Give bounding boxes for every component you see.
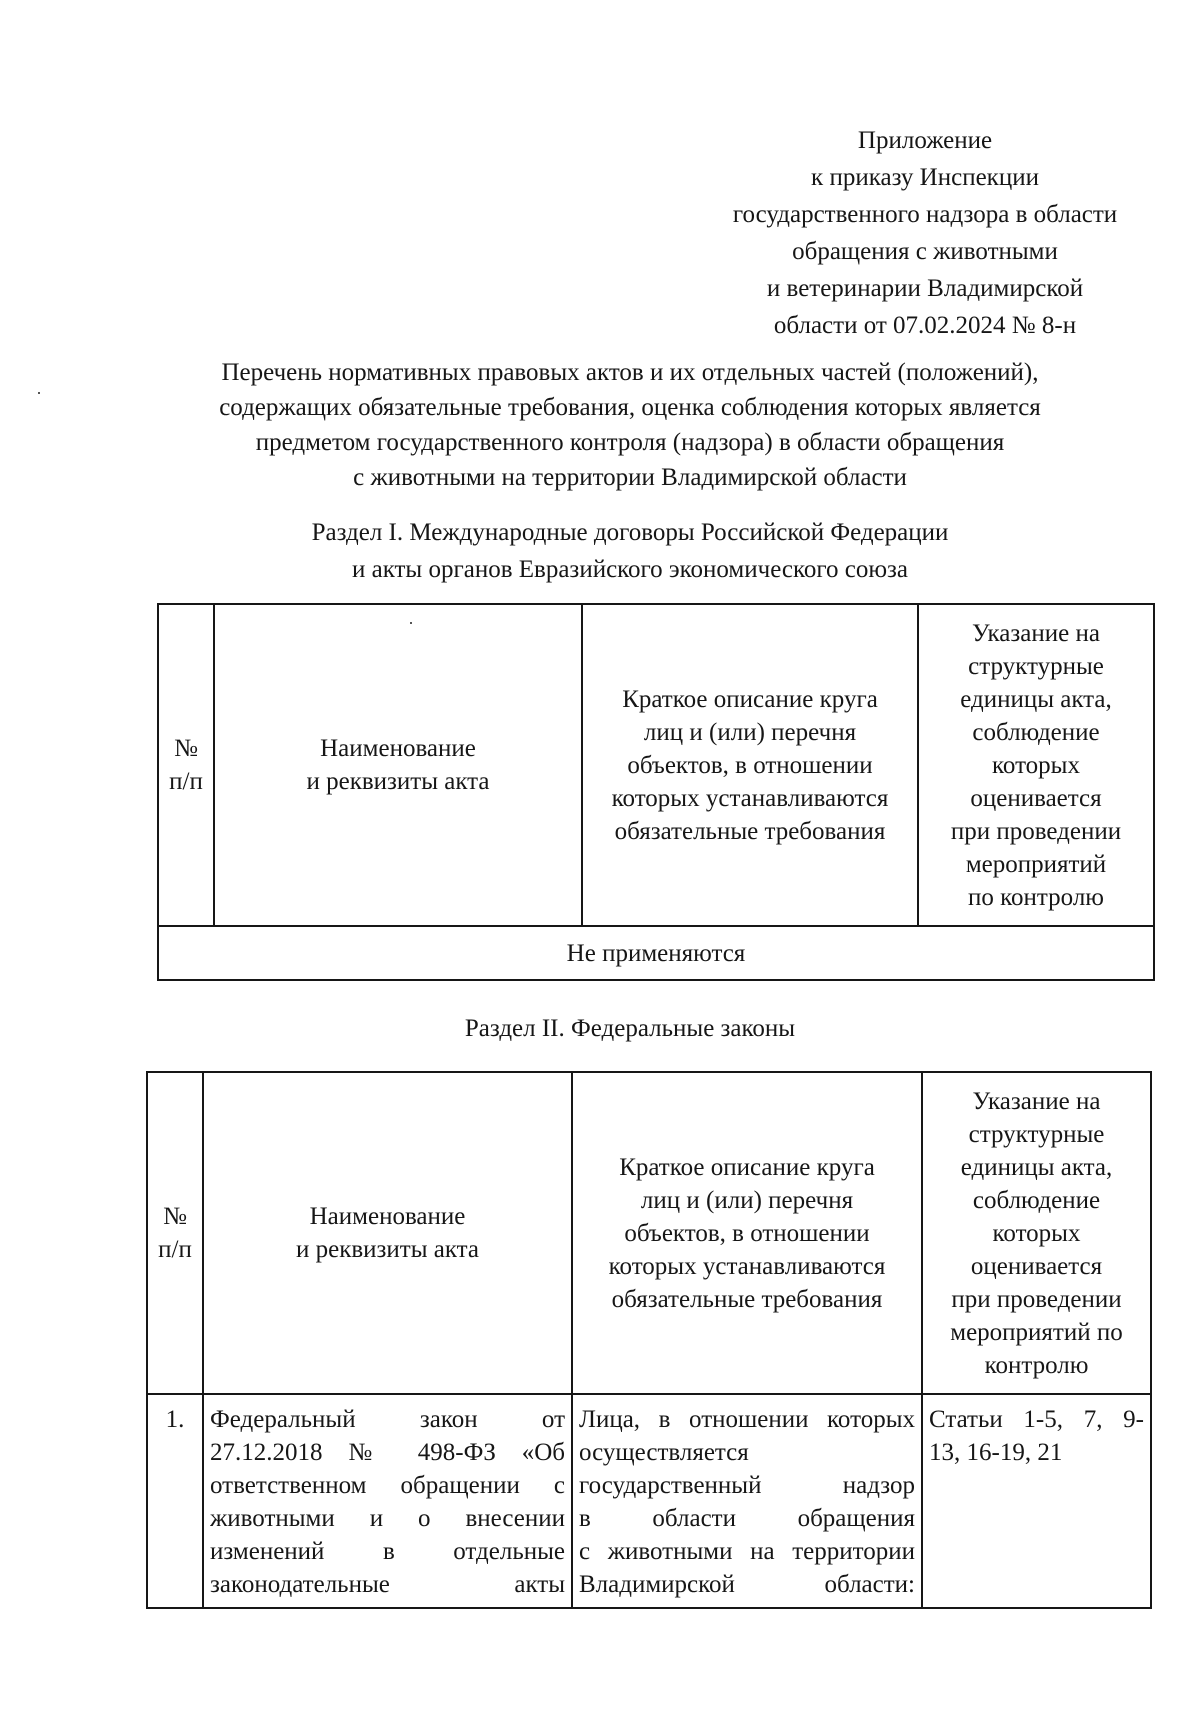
header-name: Наименование и реквизиты акта [214, 604, 582, 926]
section-1-table [157, 603, 1155, 981]
appendix-line: и ветеринарии Владимирской [766, 275, 1084, 302]
appendix-block [690, 122, 1160, 344]
title-line: Перечень нормативных правовых актов и их отдельных частей (положений), [221, 359, 1039, 386]
table-header-row [147, 1072, 1151, 1394]
appendix-line: области от 07.02.2024 № 8-н [773, 312, 1077, 339]
title-line: содержащих обязательные требования, оценка соблюдения которых является [219, 394, 1041, 421]
section-heading-line: и акты органов Евразийского экономического союза [351, 556, 909, 583]
title-line: с животными на территории Владимирской области [353, 464, 907, 491]
header-structural-units: Указание на структурные единицы акта, соблюдение которых оценивается при проведении мероприятий по контролю [922, 1072, 1151, 1394]
table-row [158, 926, 1154, 980]
header-name: Наименование и реквизиты акта [203, 1072, 572, 1394]
act-description: Лица, в отношении которых осуществляется государственный надзор в области обращения с животными на территории Владимирской области: [572, 1394, 922, 1608]
table-header-row [158, 604, 1154, 926]
section-2-heading [130, 1010, 1130, 1047]
document-title [130, 355, 1130, 495]
header-num: № п/п [158, 604, 214, 926]
act-structural-units: Статьи 1-5, 7, 9- 13, 16-19, 21 [922, 1394, 1151, 1608]
section-heading-line: Раздел I. Международные договоры Российской Федерации [311, 519, 949, 546]
header-num: № п/п [147, 1072, 203, 1394]
table-row [147, 1394, 1151, 1608]
section-heading-line: Раздел II. Федеральные законы [464, 1015, 796, 1042]
section-1-heading [130, 514, 1130, 588]
not-applicable-note: Не применяются [158, 926, 1154, 980]
header-description: Краткое описание круга лиц и (или) перечня объектов, в отношении которых устанавливаются обязательные требования [582, 604, 918, 926]
act-name: Федеральный закон от 27.12.2018 № 498-ФЗ «Об ответственном обращении с животными и о внесении изменений в отдельные законодательные акты [203, 1394, 572, 1608]
row-number: 1. [147, 1394, 203, 1608]
appendix-line: Приложение [857, 127, 993, 154]
scan-speck [38, 392, 40, 394]
appendix-line: к приказу Инспекции [811, 164, 1039, 191]
appendix-line: обращения с животными [792, 238, 1058, 265]
scan-speck [410, 622, 412, 624]
section-2-table [146, 1071, 1152, 1609]
appendix-line: государственного надзора в области [732, 201, 1118, 228]
header-description: Краткое описание круга лиц и (или) перечня объектов, в отношении которых устанавливаются обязательные требования [572, 1072, 922, 1394]
header-structural-units: Указание на структурные единицы акта, соблюдение которых оценивается при проведении мероприятий по контролю [918, 604, 1154, 926]
title-line: предметом государственного контроля (надзора) в области обращения [255, 429, 1005, 456]
